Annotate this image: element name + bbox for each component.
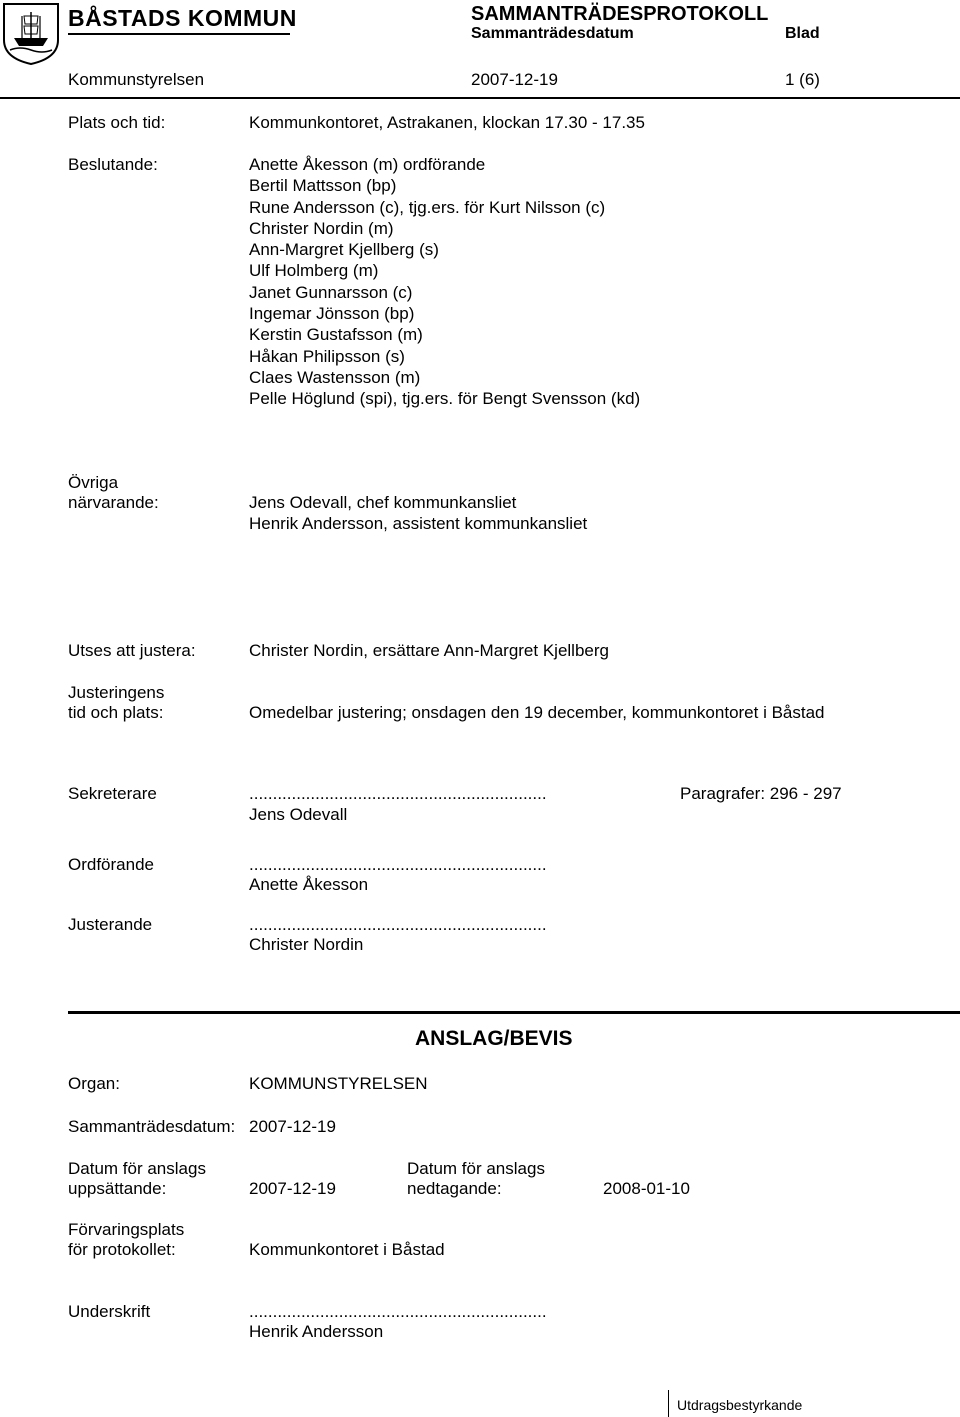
storage-label-line1: Förvaringsplats <box>68 1220 185 1239</box>
logo-underline <box>68 33 290 35</box>
adjust-time-label-line1: Justeringens <box>68 683 165 702</box>
member-item: Bertil Mattsson (bp) <box>249 176 397 196</box>
adjuster-label: Utses att justera: <box>68 641 196 660</box>
storage-value: Kommunkontoret i Båstad <box>249 1240 445 1259</box>
chair-label: Ordförande <box>68 855 154 874</box>
municipality-name-logo: BÅSTADS KOMMUN <box>68 5 297 31</box>
member-item: Claes Wastensson (m) <box>249 367 421 387</box>
removed-date: 2008-01-10 <box>603 1179 690 1198</box>
deciding-members-list <box>249 154 640 410</box>
signature-name: Henrik Andersson <box>249 1322 384 1341</box>
posted-label-line1: Datum för anslags <box>68 1159 206 1178</box>
others-label-line2: närvarande: <box>68 493 159 512</box>
notice-divider <box>68 1011 960 1014</box>
removed-label-line2: nedtagande: <box>407 1179 502 1198</box>
member-item: Ann-Margret Kjellberg (s) <box>249 240 439 260</box>
member-item: Rune Andersson (c), tjg.ers. för Kurt Nilsson (c) <box>249 197 606 217</box>
adjuster-signature-line: ............................................................... <box>249 915 547 934</box>
notice-title: ANSLAG/BEVIS <box>415 1027 573 1050</box>
signature-label: Underskrift <box>68 1302 151 1321</box>
committee-name: Kommunstyrelsen <box>68 70 205 89</box>
sheet-label: Blad <box>785 25 820 42</box>
member-item: Kerstin Gustafsson (m) <box>249 325 423 345</box>
certification-label: Utdragsbestyrkande <box>677 1397 803 1413</box>
secretary-signature-line: ............................................................... <box>249 784 547 803</box>
paragraphs-range: Paragrafer: 296 - 297 <box>680 784 842 803</box>
organ-value: KOMMUNSTYRELSEN <box>249 1074 428 1093</box>
header-rule <box>0 97 960 99</box>
meeting-date-label: Sammanträdesdatum <box>471 25 634 42</box>
adjuster-signature-label: Justerande <box>68 915 153 934</box>
posted-date: 2007-12-19 <box>249 1179 336 1198</box>
member-item: Christer Nordin (m) <box>249 218 394 238</box>
adjuster-name: Christer Nordin <box>249 935 364 954</box>
protocol-title: SAMMANTRÄDESPROTOKOLL <box>471 3 769 25</box>
place-value: Kommunkontoret, Astrakanen, klockan 17.30 - 17.35 <box>249 113 645 132</box>
member-item: Ulf Holmberg (m) <box>249 261 379 281</box>
notice-date-value: 2007-12-19 <box>249 1117 336 1136</box>
chair-name: Anette Åkesson <box>249 875 369 894</box>
adjuster-value: Christer Nordin, ersättare Ann-Margret Kjellberg <box>249 641 609 660</box>
page-number: 1 (6) <box>785 70 820 89</box>
member-item: Anette Åkesson (m) ordförande <box>249 155 486 174</box>
place-label: Plats och tid: <box>68 113 166 132</box>
chair-signature-line: ............................................................... <box>249 855 547 874</box>
others-member-item: Henrik Andersson, assistent kommunkansliet <box>249 514 588 533</box>
secretary-label: Sekreterare <box>68 784 157 803</box>
member-item: Ingemar Jönsson (bp) <box>249 304 415 324</box>
member-item: Janet Gunnarsson (c) <box>249 282 413 302</box>
signature-line: ............................................................... <box>249 1302 547 1321</box>
member-item: Håkan Philipsson (s) <box>249 346 405 366</box>
adjust-time-label-line2: tid och plats: <box>68 703 164 722</box>
deciding-label: Beslutande: <box>68 155 158 174</box>
others-member-item: Jens Odevall, chef kommunkansliet <box>249 493 517 512</box>
footer-top-rule <box>668 1390 669 1417</box>
meeting-date: 2007-12-19 <box>471 70 558 89</box>
organ-label: Organ: <box>68 1074 120 1093</box>
secretary-name: Jens Odevall <box>249 805 348 824</box>
storage-label-line2: för protokollet: <box>68 1240 176 1259</box>
removed-label-line1: Datum för anslags <box>407 1159 545 1178</box>
municipality-crest-logo <box>0 0 62 66</box>
others-label-line1: Övriga <box>68 473 119 492</box>
notice-date-label: Sammanträdesdatum: <box>68 1117 236 1136</box>
member-item: Pelle Höglund (spi), tjg.ers. för Bengt Svensson (kd) <box>249 389 641 409</box>
adjust-time-value: Omedelbar justering; onsdagen den 19 december, kommunkontoret i Båstad <box>249 703 825 722</box>
posted-label-line2: uppsättande: <box>68 1179 167 1198</box>
